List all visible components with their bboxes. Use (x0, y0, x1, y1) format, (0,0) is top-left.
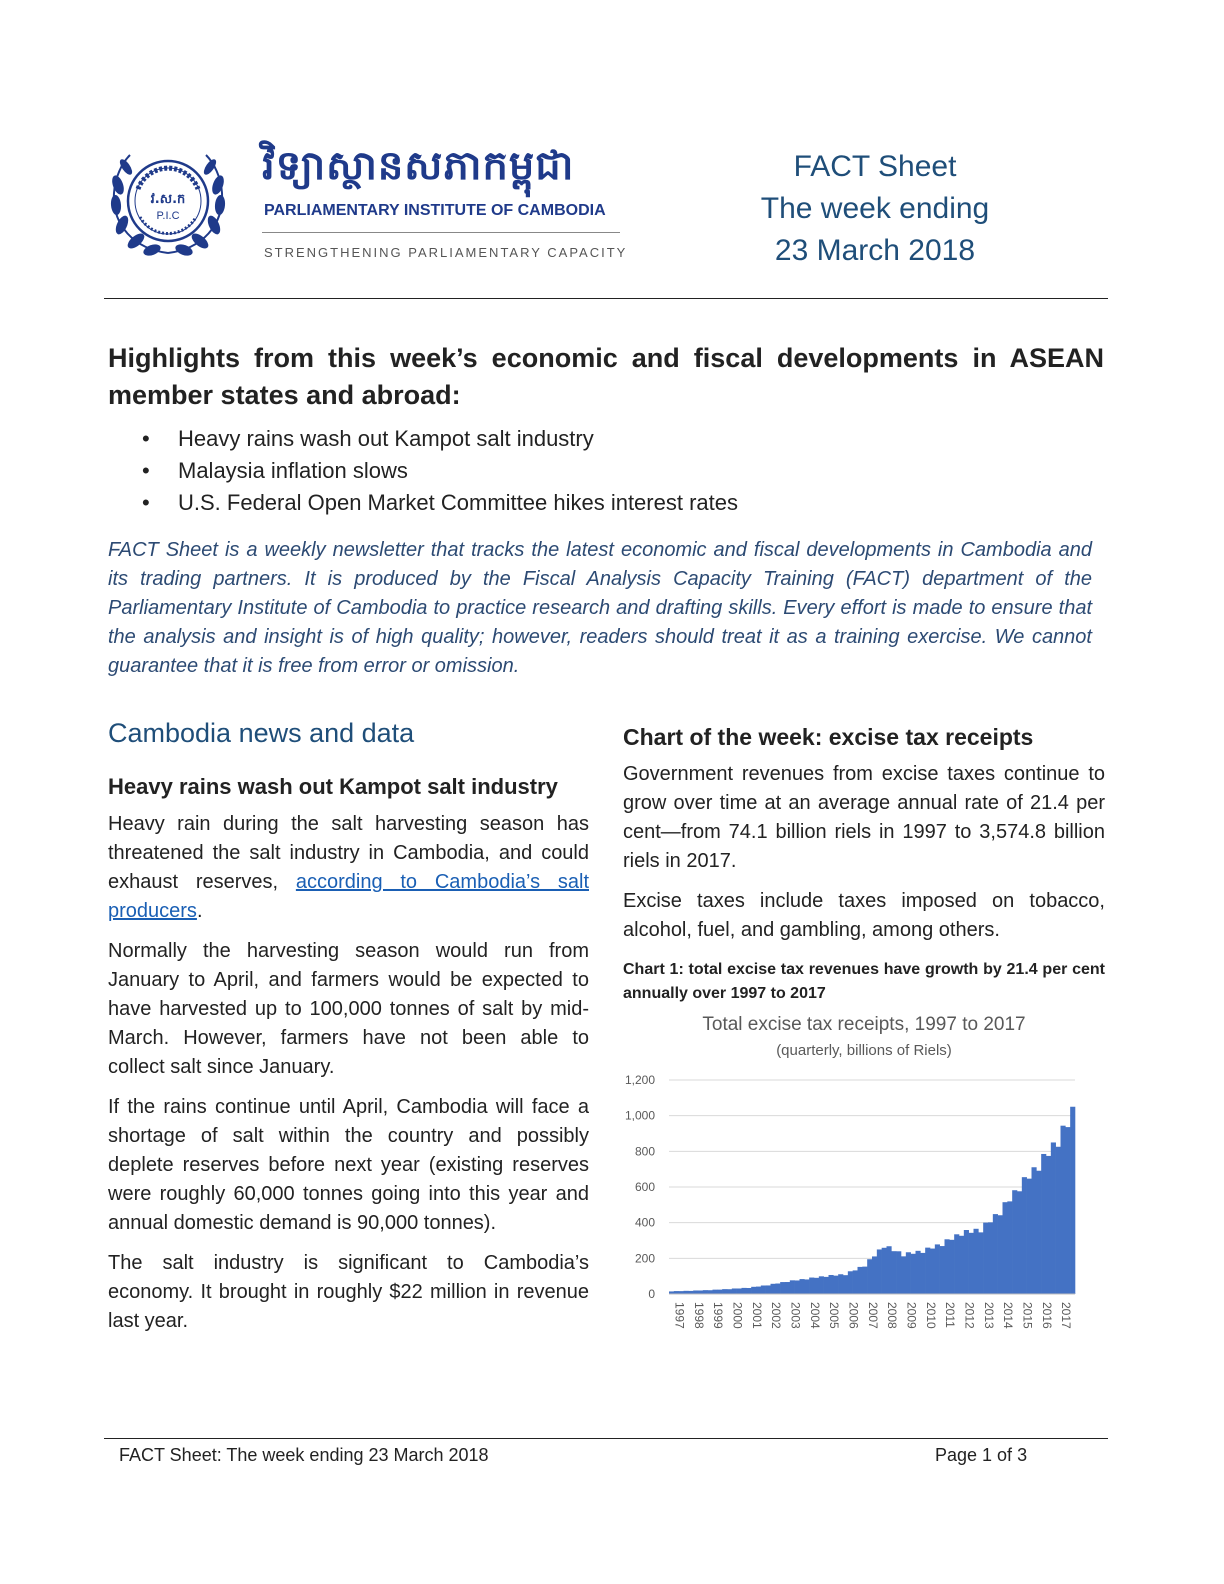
x-tick-label: 2010 (923, 1302, 938, 1329)
x-tick-label: 2000 (730, 1302, 745, 1329)
x-tick-label: 2004 (807, 1302, 822, 1329)
chart-bar (819, 1276, 824, 1294)
header-divider (104, 298, 1108, 299)
highlight-item: • Malaysia inflation slows (108, 455, 738, 487)
chart-bar (959, 1236, 964, 1294)
chart-bar (920, 1253, 925, 1294)
pic-seal-logo (104, 145, 232, 263)
chart-bar (978, 1232, 983, 1294)
chart-bar (1061, 1126, 1066, 1294)
chart-series-bars (669, 1107, 1075, 1294)
section-title-chart-of-week: Chart of the week: excise tax receipts (623, 724, 1034, 750)
chart-bar (824, 1277, 829, 1294)
chart-bar (800, 1279, 805, 1294)
chart-bar (998, 1215, 1003, 1294)
chart-bar (974, 1229, 979, 1294)
x-tick-label: 2008 (885, 1302, 900, 1329)
chart-bar (964, 1230, 969, 1294)
chart-bar (746, 1288, 751, 1294)
institute-tagline: STRENGTHENING PARLIAMENTARY CAPACITY (264, 245, 628, 260)
chart-caption: Chart 1: total excise tax revenues have growth by 21.4 per cent annually over 1997 to 2017 (623, 961, 1105, 1002)
salt-producers-link[interactable]: according to Cambodia’s salt producers (108, 871, 589, 922)
x-tick-label: 2014 (1001, 1302, 1016, 1329)
chart-bar (877, 1249, 882, 1294)
x-tick-label: 1999 (711, 1302, 726, 1329)
chart-bar (945, 1239, 950, 1294)
x-tick-label: 2001 (749, 1302, 764, 1329)
x-tick-label: 2013 (981, 1302, 996, 1329)
chart-bar (1056, 1147, 1061, 1294)
institute-name: PARLIAMENTARY INSTITUTE OF CAMBODIA (264, 202, 606, 219)
chart-bar (703, 1290, 708, 1294)
y-tick-label: 400 (634, 1215, 655, 1230)
y-tick-label: 200 (634, 1251, 655, 1266)
chart-bar (940, 1246, 945, 1294)
chart-bar (809, 1278, 814, 1294)
footer-title: FACT Sheet: The week ending 23 March 2018 (119, 1445, 489, 1465)
x-tick-label: 2015 (1020, 1302, 1035, 1329)
chart-bar (983, 1223, 988, 1294)
chart-bar (1032, 1167, 1037, 1294)
chart-bar (949, 1240, 954, 1294)
chart-bar (1007, 1201, 1012, 1294)
chart-bar (756, 1287, 761, 1294)
chart-bar (843, 1275, 848, 1294)
chart-bar (790, 1280, 795, 1294)
chart-bar (935, 1244, 940, 1294)
chart-bar (713, 1290, 718, 1294)
x-tick-label: 2016 (1039, 1302, 1054, 1329)
chart-bar (1046, 1156, 1051, 1294)
seal-center-text: វ.ស.ក (150, 192, 186, 207)
chart-bar (1051, 1142, 1056, 1294)
commentary-paragraph: Excise taxes include taxes imposed on tobacco, alcohol, fuel, and gambling, among others. (623, 890, 1105, 941)
logo-divider (262, 232, 620, 233)
highlights-list (108, 423, 738, 519)
chart-bar (858, 1267, 863, 1294)
chart-bar (775, 1284, 780, 1294)
chart-bar (988, 1222, 993, 1294)
chart-bar (1070, 1107, 1075, 1294)
chart-bar (872, 1256, 877, 1294)
article-paragraph: The salt industry is significant to Cambodia’s economy. It brought in roughly $22 million in revenue last year. (108, 1252, 589, 1332)
article-p1-end: . (196, 900, 203, 922)
chart-bar (829, 1275, 834, 1294)
y-tick-label: 1,200 (624, 1073, 655, 1087)
chart-bar (722, 1289, 727, 1294)
chart-bar (693, 1290, 698, 1294)
x-tick-label: 2002 (769, 1302, 784, 1329)
y-tick-label: 1,000 (624, 1108, 655, 1123)
seal-abbr-text: P.I.C (156, 210, 180, 222)
fact-sheet-title (740, 146, 1010, 272)
chart-bar (887, 1246, 892, 1294)
x-tick-label: 2012 (962, 1302, 977, 1329)
chart-bar (1017, 1191, 1022, 1294)
chart-x-axis (669, 1294, 1075, 1329)
chart-bar (901, 1256, 906, 1294)
chart-bar (780, 1282, 785, 1294)
chart-bar (742, 1288, 747, 1294)
footer-divider (104, 1438, 1108, 1439)
chart-bar (1027, 1179, 1032, 1294)
chart-bar (891, 1251, 896, 1294)
chart-bar (993, 1214, 998, 1294)
x-tick-label: 2009 (904, 1302, 919, 1329)
chart-bar (848, 1271, 853, 1294)
chart-bar (814, 1278, 819, 1294)
chart-bar (1036, 1171, 1041, 1294)
chart-bar (698, 1291, 703, 1295)
x-tick-label: 2003 (788, 1302, 803, 1329)
chart-bar (717, 1290, 722, 1294)
y-tick-label: 0 (648, 1287, 655, 1301)
chart-bar (833, 1276, 838, 1294)
chart-bar (1003, 1202, 1008, 1294)
chart-bar (771, 1284, 776, 1294)
chart-bar (853, 1270, 858, 1294)
chart-bar (751, 1287, 756, 1294)
article-p1-text: Heavy rain during the salt harvesting season has threatened the salt industry in Cambodia, and could exhaust reserves, (108, 813, 589, 893)
x-tick-label: 2006 (846, 1302, 861, 1329)
x-tick-label: 2007 (865, 1302, 880, 1329)
chart-bar (916, 1251, 921, 1294)
chart-bar (925, 1248, 930, 1294)
fact-title-line1: FACT Sheet (793, 150, 957, 183)
article-paragraph (108, 810, 589, 926)
newsletter-intro: FACT Sheet is a weekly newsletter that tracks the latest economic and fiscal developments in Cambodia and its trading partners. It is produced by the Fiscal Analysis Capacity Training (FACT) department of the Parliamentary Institute of Cambodia to practice research and drafting skills. Every effort is made to ensure that the analysis and insight is of high quality; however, readers should treat it as a training exercise. We cannot guarantee that it is free from error or omission. (108, 539, 1092, 677)
commentary-paragraph: Government revenues from excise taxes continue to grow over time at an average annual rate of 21.4 per cent—from 74.1 billion riels in 1997 to 3,574.8 billion riels in 2017. (623, 763, 1105, 872)
highlight-item: • U.S. Federal Open Market Committee hikes interest rates (108, 487, 738, 519)
chart-bar (737, 1288, 742, 1294)
highlights-heading: Highlights from this week’s economic and fiscal developments in ASEAN member states and abroad: (108, 343, 1104, 410)
chart-bar (1041, 1154, 1046, 1294)
chart-bar (732, 1288, 737, 1294)
chart-bar (1012, 1190, 1017, 1294)
chart-bar (1065, 1127, 1070, 1294)
y-tick-label: 800 (634, 1144, 655, 1159)
chart-subtitle: (quarterly, billions of Riels) (776, 1042, 952, 1059)
x-tick-label: 1997 (672, 1302, 687, 1329)
fact-title-line2: The week ending (760, 192, 990, 225)
chart-bar (761, 1286, 766, 1295)
x-tick-label: 1998 (691, 1302, 706, 1329)
section-title-cambodia-news: Cambodia news and data (108, 718, 415, 748)
fact-title-line3: 23 March 2018 (774, 234, 976, 267)
chart-bar (804, 1279, 809, 1294)
chart-bar (1022, 1177, 1027, 1294)
chart-bar (954, 1234, 959, 1294)
article-paragraph: If the rains continue until April, Cambodia will face a shortage of salt within the country and possibly deplete reserves before next year (existing reserves were roughly 60,000 tonnes going into this year and annual domestic demand is 90,000 tonnes). (108, 1096, 589, 1234)
chart-bar (867, 1259, 872, 1294)
chart-bar (862, 1267, 867, 1294)
chart-bar (785, 1282, 790, 1294)
article-title: Heavy rains wash out Kampot salt industry (108, 774, 558, 799)
chart-y-axis (625, 1073, 655, 1301)
y-tick-label: 600 (634, 1180, 655, 1194)
chart-bar (838, 1274, 843, 1294)
chart-title: Total excise tax receipts, 1997 to 2017 (702, 1014, 1026, 1035)
chart-bar (969, 1233, 974, 1294)
chart-bar (727, 1289, 732, 1294)
chart-bar (911, 1254, 916, 1294)
chart-bar (766, 1285, 771, 1294)
chart-bar (882, 1248, 887, 1294)
highlight-item: • Heavy rains wash out Kampot salt industry (108, 423, 738, 455)
x-tick-label: 2011 (943, 1302, 958, 1328)
chart-bar (930, 1249, 935, 1294)
chart-bar (906, 1252, 911, 1294)
article-paragraph: Normally the harvesting season would run from January to April, and farmers would be expected to have harvested up to 100,000 tonnes of salt by mid-March. However, farmers have not been able to collect salt since January. (108, 940, 589, 1078)
article-body (108, 810, 589, 1347)
chart-bar (795, 1280, 800, 1294)
institute-khmer-title: វិទ្យាស្ថានសភាកម្ពុជា (262, 142, 575, 189)
chart-bar (896, 1251, 901, 1294)
chart-commentary (623, 760, 1105, 956)
x-tick-label: 2005 (827, 1302, 842, 1329)
chart-bar (708, 1290, 713, 1294)
x-tick-label: 2017 (1059, 1302, 1074, 1329)
excise-tax-chart (623, 1008, 1105, 1353)
page-number: Page 1 of 3 (935, 1445, 1028, 1465)
